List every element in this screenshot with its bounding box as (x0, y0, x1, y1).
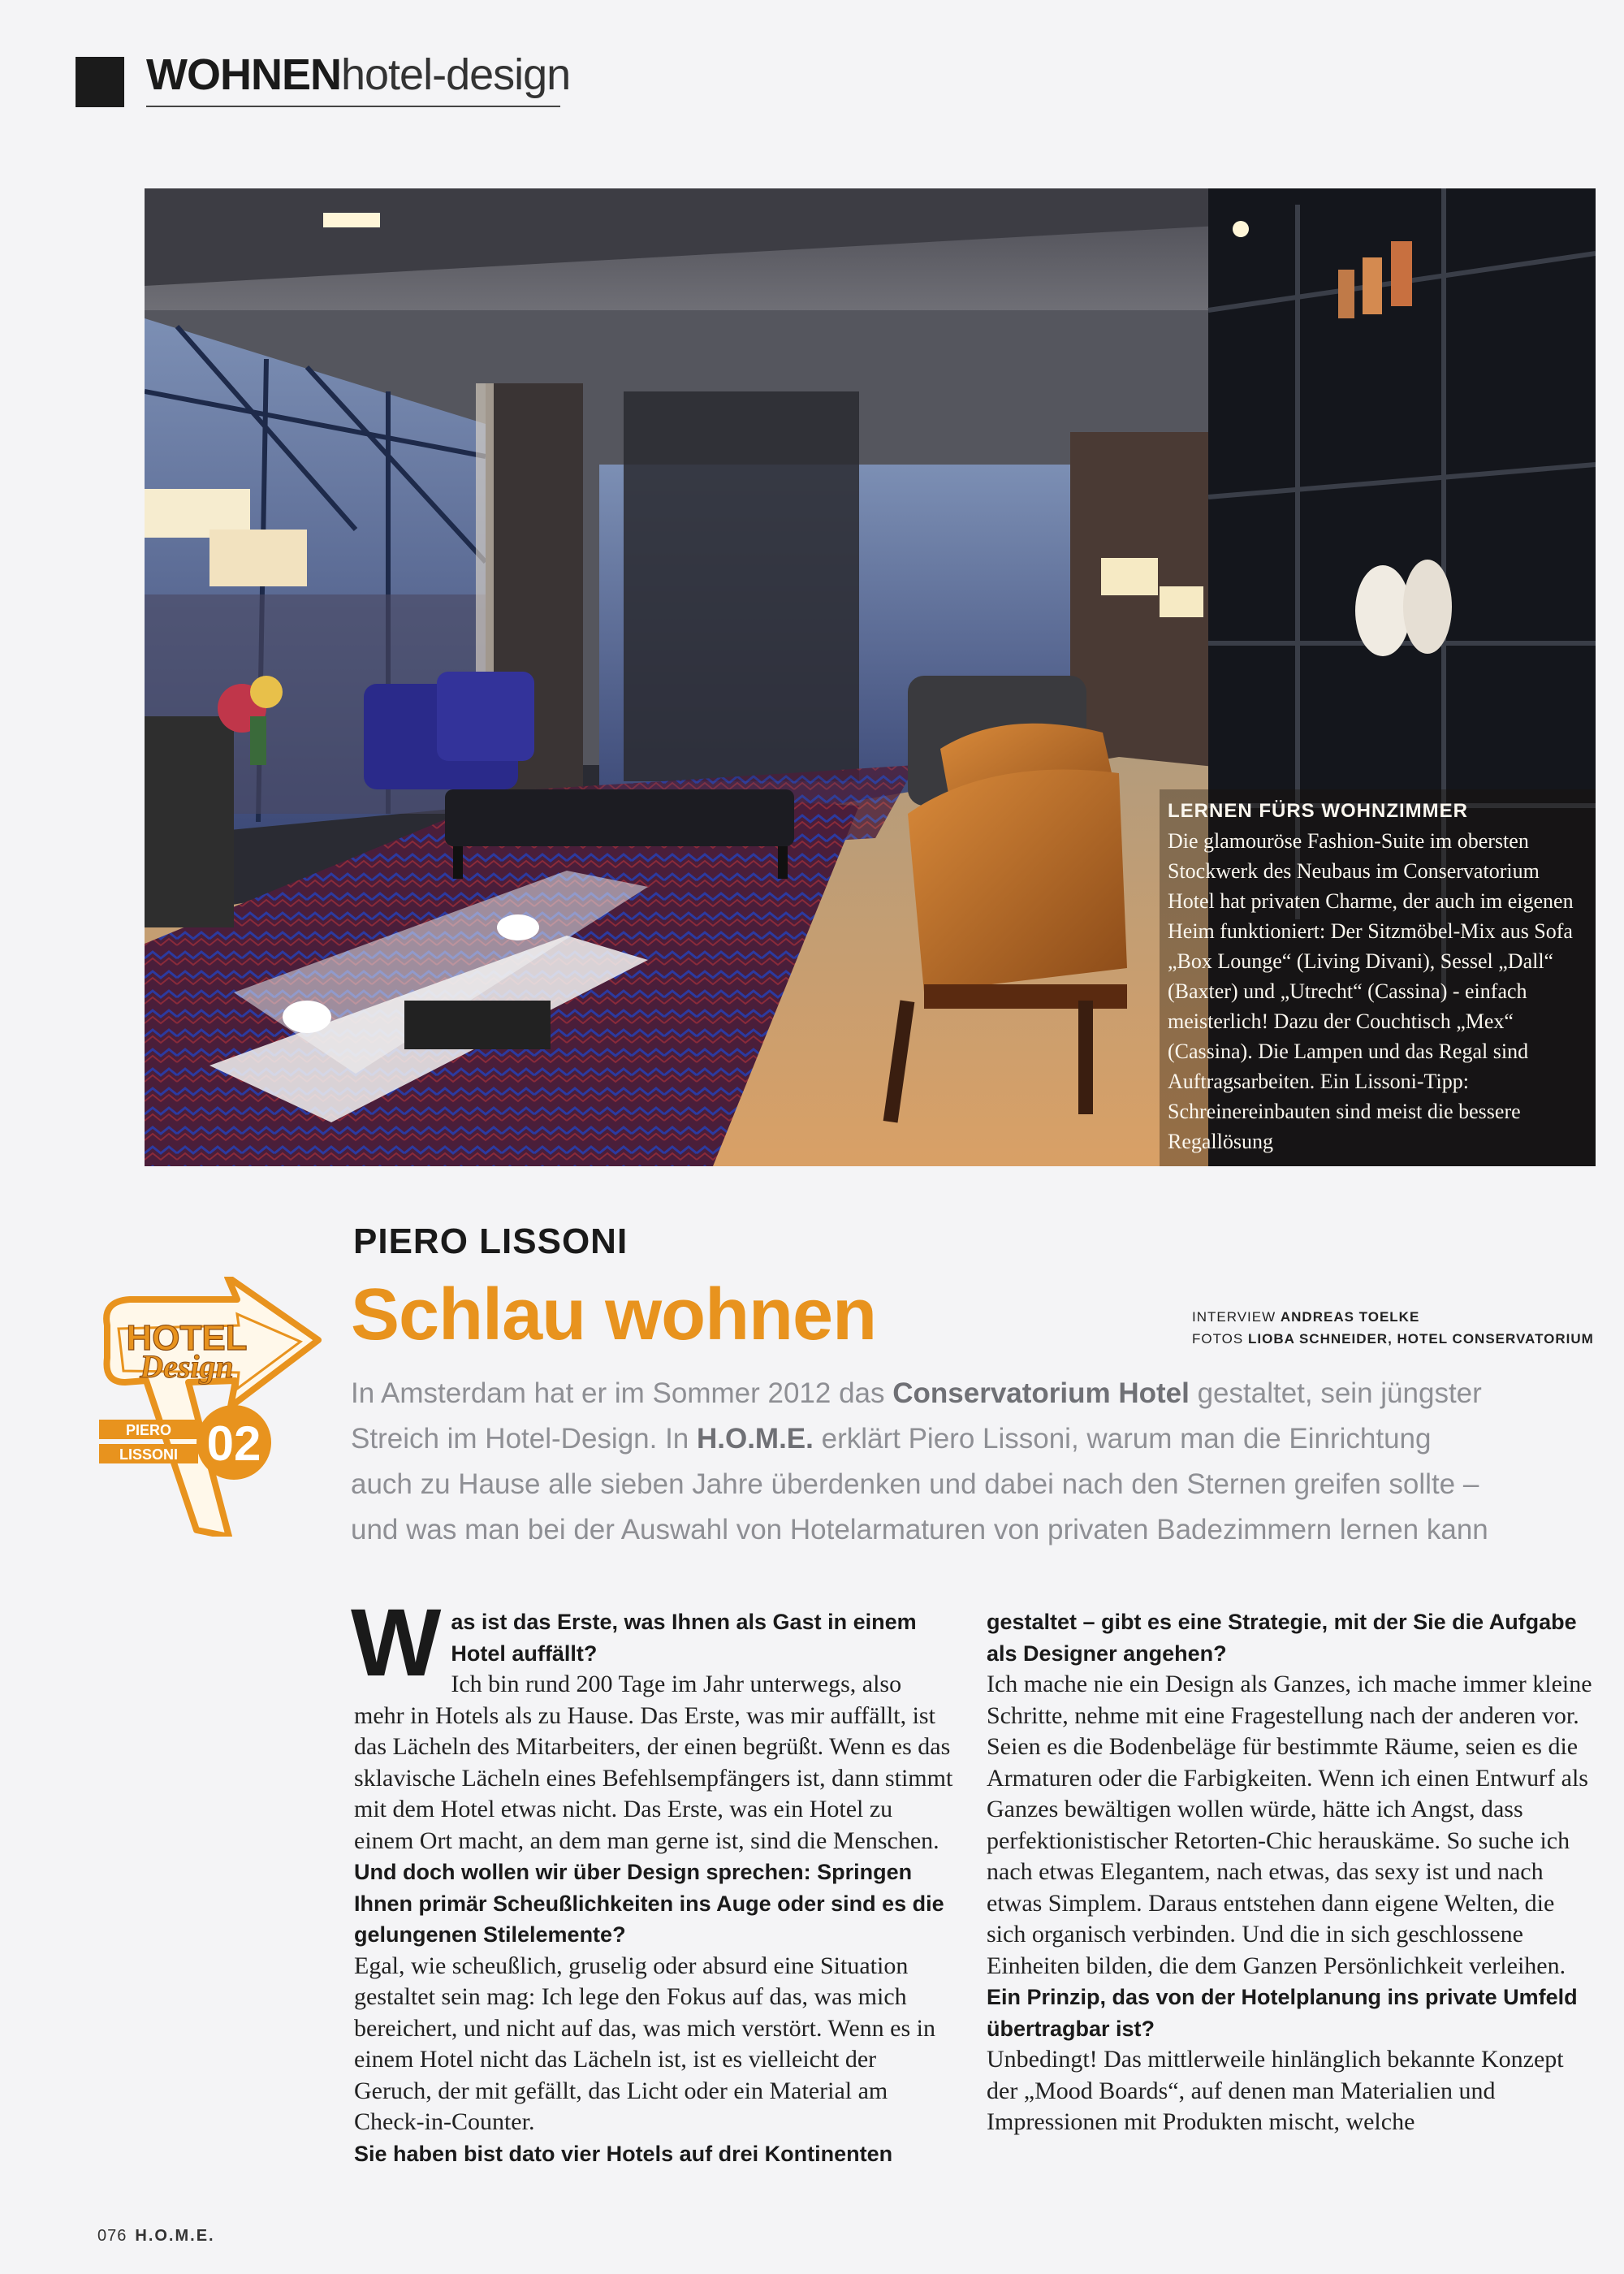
credit-fotos-label: FOTOS (1192, 1331, 1244, 1347)
lead-text: In Amsterdam hat er im Sommer 2012 das (351, 1377, 893, 1409)
interview-question: Ein Prinzip, das von der Hotelplanung ins private Umfeld übertragbar ist? (987, 1985, 1578, 2041)
article-column-right (987, 1606, 1596, 2138)
lead-text: Streich im Hotel-Design. In (351, 1423, 697, 1455)
interview-question: Und doch wollen wir über Design sprechen: Springen Ihnen primär Scheußlichkeiten ins Auge oder sind es die gelungenen Stilelemente? (354, 1860, 944, 1947)
interview-question: as ist das Erste, was Ihnen als Gast in einem Hotel auffällt? (451, 1610, 917, 1666)
interview-question: Sie haben bist dato vier Hotels auf drei Kontinenten (354, 2141, 893, 2166)
article-lead (351, 1371, 1601, 1553)
section-label (146, 45, 570, 104)
badge-line1: HOTEL (126, 1318, 248, 1358)
badge-line2: Design (140, 1348, 234, 1385)
section-label-light: hotel-design (340, 50, 571, 99)
credit-interview-label: INTERVIEW (1192, 1309, 1276, 1325)
hotel-design-badge (91, 1277, 326, 1537)
section-rule (146, 106, 560, 107)
magazine-name: H.O.M.E. (135, 2227, 215, 2245)
badge-name1: PIERO (125, 1422, 172, 1438)
photo-caption-body: Die glamouröse Fashion-Suite im obersten Stockwerk des Neubaus im Conservatorium Hotel hat privaten Charme, der auch im eigenen Heim funktioniert: Der Sitzmöbel-Mix aus Sofa „Box Lounge“ (Living Divani), Sessel „Dall“ (Baxter) und „Utrecht“ (Cassina) - einfach meisterlich! Dazu der Couchtisch „Mex“ (Cassina). Die Lampen und das Regal sind Auftragsarbeiten. Ein Lissoni-Tipp: Schreinereinbauten sind meist die bessere Regallösung (1168, 829, 1574, 1153)
badge-number: 02 (206, 1416, 261, 1471)
article-column-left (351, 1589, 955, 2169)
article-credits (1192, 1306, 1594, 1350)
drop-cap: W (351, 1589, 442, 1697)
section-label-bold: WOHNEN (146, 50, 341, 99)
lead-line-4: und was man bei der Auswahl von Hotelarmaturen von privaten Badezimmern lernen kann (351, 1514, 1488, 1546)
interview-answer: Ich bin rund 200 Tage im Jahr unterwegs, also mehr in Hotels als zu Hause. Das Erste, was mir auffällt, ist das Lächeln des Mitarbeiters, der einen begrüßt. Wenn es das sklavische Lächeln eines Befehlsempfängers ist, dann stimmt mit dem Hotel etwas nicht. Das Erste, was ein Hotel zu einem Ort macht, an dem man gerne ist, sind die Menschen. (354, 1671, 953, 1854)
interview-answer: Egal, wie scheußlich, gruselig oder absurd eine Situation gestaltet sein mag: Ich lege den Fokus auf das, was mich bereichert, und nicht auf das, was mich verstört. Wenn es in einem Hotel nicht das Lächeln ist, ist es vielleicht der Geruch, der mit gefällt, das Licht oder ein Material am Check-in-Counter. (354, 1952, 935, 2135)
credit-fotos-name: LIOBA SCHNEIDER, HOTEL CONSERVATORIUM (1247, 1331, 1594, 1347)
section-marker (76, 57, 124, 107)
interview-answer: Unbedingt! Das mittlerweile hinlänglich bekannte Konzept der „Mood Boards“, auf denen man Materialien und Impressionen mit Produkten mischt, welche (987, 2046, 1564, 2135)
lead-line-1 (351, 1371, 1601, 1416)
photo-caption-title: LERNEN FÜRS WOHNZIMMER (1168, 800, 1468, 822)
credit-interview-name: ANDREAS TOELKE (1280, 1309, 1420, 1325)
page-footer (97, 2227, 215, 2246)
lead-text: erklärt Piero Lissoni, warum man die Einrichtung (813, 1423, 1432, 1455)
badge-name2: LISSONI (119, 1446, 179, 1463)
lead-line-2 (351, 1416, 1601, 1462)
page-number: 076 (97, 2227, 127, 2245)
interview-answer: Ich mache nie ein Design als Ganzes, ich mache immer kleine Schritte, nehme mit eine Fragestellung nach der anderen vor. Seien es die Bodenbeläge für bestimmte Räume, seien es die Armaturen oder die Farbigkeiten. Wenn ich einen Entwurf als Ganzes bewältigen wollen würde, hätte ich Angst, dass perfektionistischer Retorten-Chic herauskäme. So suche ich nach etwas Elegantem, nach etwas, das sexy ist und nach etwas Simplem. Daraus entstehen dann eigene Welten, die sich organisch verbinden. Und die in sich geschlossene Einheiten bilden, die dem Ganzen Persönlichkeit verleihen. (987, 1671, 1592, 1979)
interview-question: gestaltet – gibt es eine Strategie, mit der Sie die Aufgabe als Designer angehen? (987, 1610, 1577, 1666)
hotel-design-badge-graphic (91, 1277, 326, 1537)
article-kicker: PIERO LISSONI (353, 1221, 628, 1261)
lead-line-3: auch zu Hause alle sieben Jahre überdenken und dabei nach den Sternen greifen sollte – (351, 1468, 1479, 1500)
photo-caption (1168, 800, 1590, 1156)
lead-text: gestaltet, sein jüngster (1189, 1377, 1482, 1409)
lead-hotel-name: Conservatorium Hotel (892, 1377, 1190, 1409)
lead-magazine-name: H.O.M.E. (696, 1423, 814, 1455)
article-headline: Schlau wohnen (351, 1274, 877, 1355)
